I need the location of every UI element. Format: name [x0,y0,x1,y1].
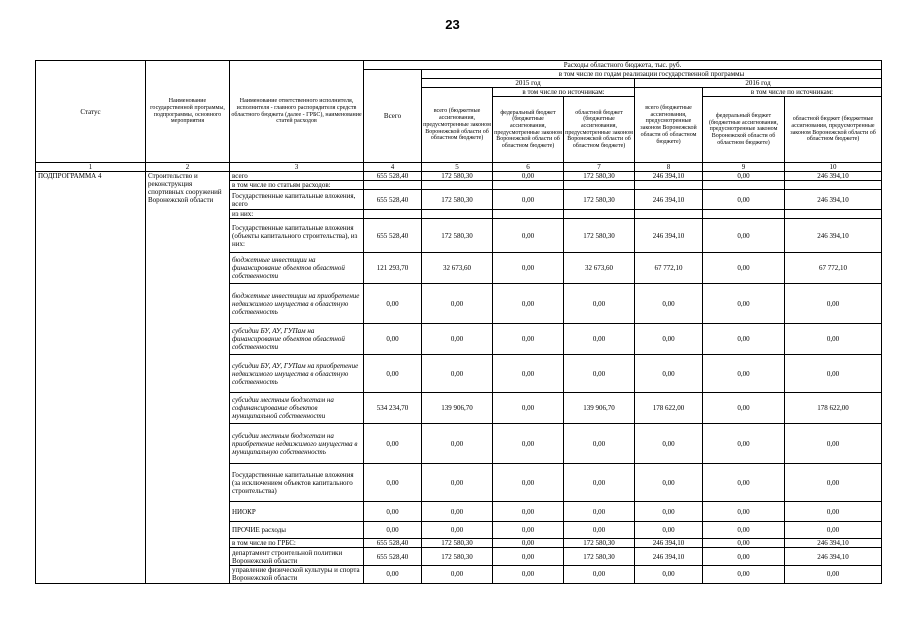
value-cell: 0,00 [422,424,493,464]
value-cell: 0,00 [635,424,703,464]
column-number: 1 [36,163,146,172]
value-cell: 139 906,70 [564,393,635,424]
header-status: Статус [36,61,146,163]
value-cell: 172 580,30 [564,219,635,253]
header-regional-2016: областной бюджет (бюджетные ассигнования, предусмотренные законом Воронежской области об областном бюджете) [785,97,882,163]
value-cell: 0,00 [703,566,785,583]
value-cell: 655 528,40 [364,548,422,566]
value-cell: 0,00 [635,522,703,539]
value-cell: 0,00 [493,355,564,393]
value-cell: 246 394,10 [785,190,882,210]
value-cell: 655 528,40 [364,172,422,181]
header-all-2015: всего (бюджетные ассигнования, предусмотренные законом Воронежской области об областном бюджете) [422,88,493,163]
budget-table [35,60,882,584]
column-number: 5 [422,163,493,172]
status-cell: ПОДПРОГРАММА 4 [36,172,146,583]
value-cell: 0,00 [422,566,493,583]
value-cell: 0,00 [785,284,882,324]
value-cell: 0,00 [564,502,635,522]
value-cell: 246 394,10 [785,548,882,566]
value-cell: 0,00 [493,502,564,522]
value-cell [422,181,493,190]
value-cell: 655 528,40 [364,539,422,548]
row-label: бюджетные инвестиции на финансирование объектов областной собственности [230,253,364,284]
value-cell: 0,00 [785,464,882,502]
value-cell: 0,00 [635,324,703,355]
value-cell: 32 673,60 [422,253,493,284]
value-cell: 0,00 [493,253,564,284]
value-cell: 0,00 [785,355,882,393]
value-cell: 0,00 [422,502,493,522]
value-cell: 534 234,70 [364,393,422,424]
value-cell: 0,00 [364,324,422,355]
value-cell: 0,00 [422,522,493,539]
value-cell: 0,00 [703,190,785,210]
row-label: субсидии местным бюджетам на приобретение недвижимого имущества в муниципальную собственность [230,424,364,464]
value-cell: 0,00 [493,539,564,548]
value-cell: 0,00 [564,355,635,393]
value-cell: 0,00 [364,522,422,539]
column-number: 7 [564,163,635,172]
value-cell [703,181,785,190]
value-cell: 0,00 [493,566,564,583]
value-cell: 172 580,30 [564,190,635,210]
value-cell: 0,00 [703,548,785,566]
page-number: 23 [445,17,460,32]
value-cell: 0,00 [785,424,882,464]
value-cell: 0,00 [635,355,703,393]
value-cell: 172 580,30 [564,548,635,566]
row-label: Государственные капитальные вложения, всего [230,190,364,210]
value-cell: 121 293,70 [364,253,422,284]
value-cell: 246 394,10 [635,539,703,548]
value-cell: 0,00 [493,548,564,566]
value-cell [364,210,422,219]
value-cell [635,181,703,190]
value-cell: 0,00 [493,393,564,424]
header-federal-2015: федеральный бюджет (бюджетные ассигнования, предусмотренные законом Воронежской области об областном бюджете) [493,97,564,163]
value-cell: 0,00 [703,253,785,284]
value-cell: 0,00 [635,502,703,522]
row-label: Государственные капитальные вложения (за исключением объектов капитального строительства) [230,464,364,502]
value-cell: 0,00 [364,424,422,464]
value-cell [493,210,564,219]
row-label: субсидии БУ, АУ, ГУПам на приобретение недвижимого имущества в областную собственность [230,355,364,393]
value-cell: 0,00 [493,522,564,539]
table-body [36,172,882,583]
row-label: субсидии БУ, АУ, ГУПам на финансирование объектов областной собственности [230,324,364,355]
value-cell: 0,00 [703,324,785,355]
value-cell: 67 772,10 [635,253,703,284]
value-cell [364,181,422,190]
value-cell: 0,00 [703,539,785,548]
value-cell [564,210,635,219]
value-cell: 0,00 [493,219,564,253]
value-cell: 178 622,00 [635,393,703,424]
value-cell: 172 580,30 [564,539,635,548]
value-cell: 246 394,10 [785,539,882,548]
value-cell: 172 580,30 [422,548,493,566]
value-cell: 246 394,10 [635,172,703,181]
value-cell: 172 580,30 [422,190,493,210]
value-cell: 246 394,10 [785,219,882,253]
value-cell: 0,00 [422,355,493,393]
value-cell: 246 394,10 [785,172,882,181]
row-label: всего [230,172,364,181]
value-cell: 172 580,30 [422,172,493,181]
header-year-2015: 2015 год [422,79,635,88]
value-cell: 0,00 [493,172,564,181]
header-total: Всего [364,70,422,163]
value-cell: 0,00 [703,172,785,181]
value-cell [422,210,493,219]
value-cell: 246 394,10 [635,190,703,210]
value-cell: 172 580,30 [422,539,493,548]
value-cell: 0,00 [493,464,564,502]
value-cell: 0,00 [635,464,703,502]
value-cell: 0,00 [564,324,635,355]
value-cell: 0,00 [564,464,635,502]
value-cell: 0,00 [703,355,785,393]
value-cell [785,210,882,219]
row-label: в том числе по статьям расходов: [230,181,364,190]
value-cell: 139 906,70 [422,393,493,424]
value-cell [703,210,785,219]
value-cell: 0,00 [564,284,635,324]
value-cell: 0,00 [703,424,785,464]
value-cell: 0,00 [493,284,564,324]
value-cell: 0,00 [564,522,635,539]
value-cell: 0,00 [564,424,635,464]
value-cell: 0,00 [493,324,564,355]
value-cell [785,181,882,190]
value-cell: 0,00 [785,324,882,355]
value-cell: 172 580,30 [564,172,635,181]
value-cell: 0,00 [422,324,493,355]
column-number: 2 [146,163,230,172]
value-cell: 0,00 [564,566,635,583]
table-row [36,172,882,181]
value-cell: 0,00 [785,566,882,583]
value-cell: 655 528,40 [364,219,422,253]
column-number: 9 [703,163,785,172]
value-cell [493,181,564,190]
header-year-2016: 2016 год [635,79,882,88]
value-cell: 0,00 [703,502,785,522]
column-number: 8 [635,163,703,172]
row-label: управление физической культуры и спорта Воронежской области [230,566,364,583]
value-cell: 0,00 [785,502,882,522]
value-cell: 246 394,10 [635,219,703,253]
value-cell: 0,00 [364,502,422,522]
header-all-2016: всего (бюджетные ассигнования, предусмотренные законом Воронежской области об областном бюджете) [635,88,703,163]
header-program-name: Наименование государственной программы, подпрограммы, основного мероприятия [146,61,230,163]
column-number: 10 [785,163,882,172]
value-cell: 0,00 [635,566,703,583]
table-header [36,61,882,172]
header-executor: Наименование ответственного исполнителя, исполнителя - главного распорядителя средств областного бюджета (далее - ГРБС), наименование статей расходов [230,61,364,163]
row-label: субсидии местным бюджетам на софинансирование объектов муниципальной собственности [230,393,364,424]
header-budget-expenses: Расходы областного бюджета, тыс. руб. [364,61,882,70]
row-label: НИОКР [230,502,364,522]
row-label: департамент строительной политики Воронежской области [230,548,364,566]
value-cell: 0,00 [703,464,785,502]
row-label: Государственные капитальные вложения (объекты капитального строительства), из них: [230,219,364,253]
header-sources-2016: в том числе по источникам: [703,88,882,97]
header-by-years: в том числе по годам реализации государственной программы [422,70,882,79]
program-name-cell: Строительство и реконструкция спортивных сооружений Воронежской области [146,172,230,583]
value-cell: 0,00 [703,522,785,539]
value-cell: 0,00 [422,464,493,502]
value-cell: 0,00 [703,284,785,324]
value-cell: 32 673,60 [564,253,635,284]
value-cell: 0,00 [493,424,564,464]
value-cell: 655 528,40 [364,190,422,210]
value-cell: 0,00 [703,393,785,424]
value-cell: 0,00 [635,284,703,324]
row-label: бюджетные инвестиции на приобретение недвижимого имущества в областную собственность [230,284,364,324]
value-cell: 0,00 [493,190,564,210]
column-number: 3 [230,163,364,172]
value-cell: 172 580,30 [422,219,493,253]
value-cell [564,181,635,190]
value-cell: 0,00 [364,464,422,502]
header-sources-2015: в том числе по источникам: [493,88,635,97]
value-cell: 0,00 [364,566,422,583]
column-number: 6 [493,163,564,172]
value-cell: 0,00 [364,284,422,324]
header-regional-2015: областной бюджет (бюджетные ассигнования, предусмотренные законом Воронежской области об областном бюджете) [564,97,635,163]
value-cell [635,210,703,219]
value-cell: 0,00 [785,522,882,539]
row-label: в том числе по ГРБС: [230,539,364,548]
row-label: из них: [230,210,364,219]
column-number: 4 [364,163,422,172]
value-cell: 0,00 [364,355,422,393]
value-cell: 246 394,10 [635,548,703,566]
value-cell: 0,00 [703,219,785,253]
row-label: ПРОЧИЕ расходы [230,522,364,539]
value-cell: 178 622,00 [785,393,882,424]
value-cell: 0,00 [422,284,493,324]
value-cell: 67 772,10 [785,253,882,284]
header-federal-2016: федеральный бюджет (бюджетные ассигнования, предусмотренные законом Воронежской области об областном бюджете) [703,97,785,163]
